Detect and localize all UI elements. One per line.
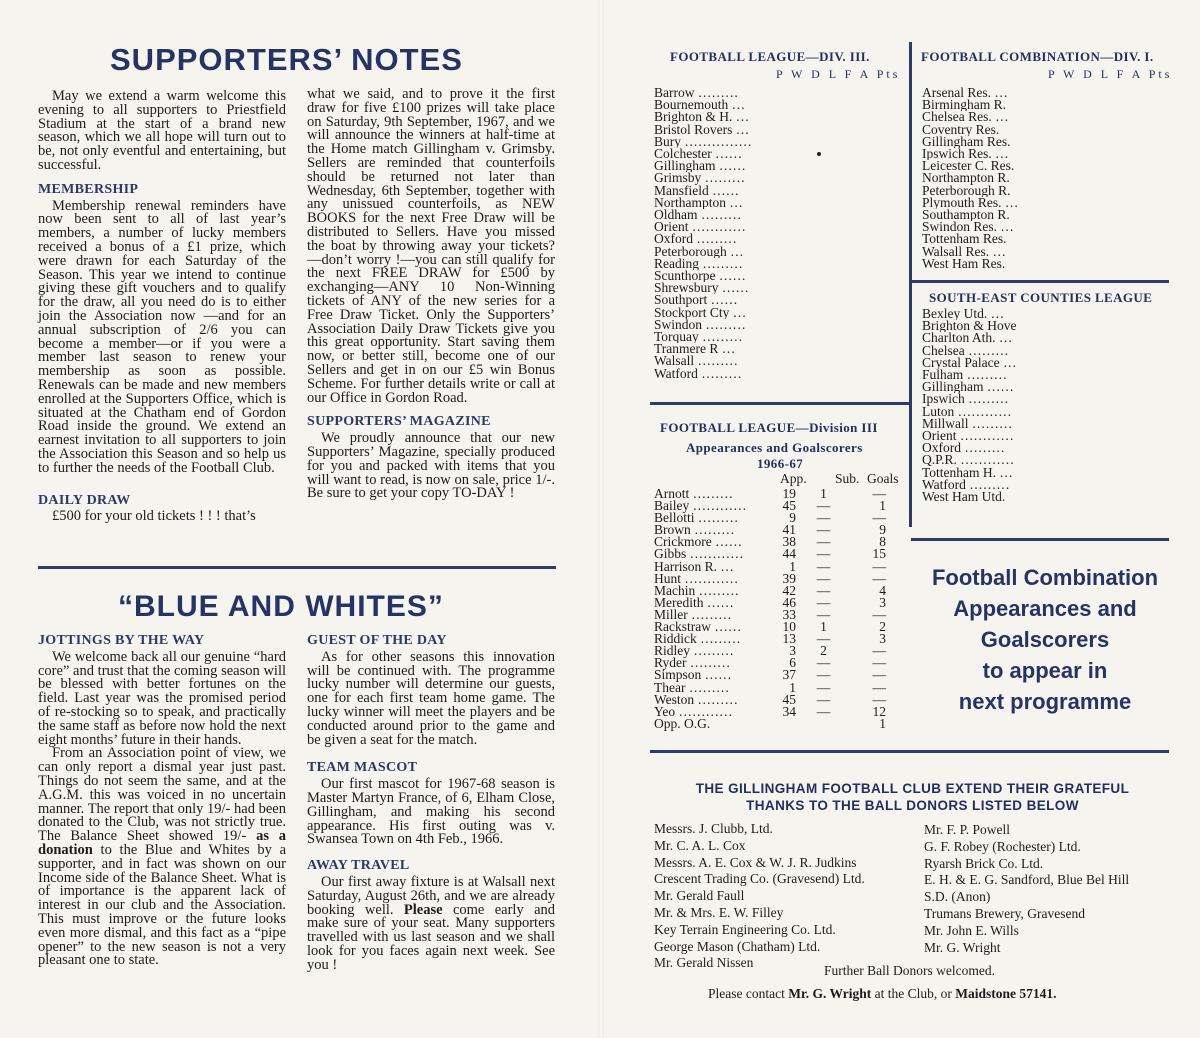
- player-name: Bellotti ………: [654, 510, 739, 526]
- div3-team-row: Tranmere R …: [654, 343, 736, 356]
- south-east-team-row: Chelsea ………: [922, 344, 1009, 357]
- blue-whites-col-2: [307, 634, 555, 973]
- magazine-heading: SUPPORTERS’ MAGAZINE: [307, 414, 491, 430]
- south-east-team-row: Bexley Utd. …: [922, 308, 1005, 321]
- daily-draw-heading: DAILY DRAW: [38, 492, 131, 508]
- donor-left-item: Mr. C. A. L. Cox: [654, 837, 746, 853]
- player-goals: 12: [872, 703, 886, 719]
- combination-team-row: Birmingham R.: [922, 99, 1006, 112]
- div3-team-row: Peterborough …: [654, 245, 744, 258]
- player-sub: —: [816, 570, 831, 586]
- player-app: 3: [789, 643, 796, 659]
- combination-team-row: Tottenham Res.: [922, 233, 1007, 246]
- player-name: Crickmore ……: [654, 534, 743, 550]
- south-east-team-row: Charlton Ath. …: [922, 332, 1013, 345]
- combination-team-row: Swindon Res. …: [922, 221, 1014, 234]
- combination-team-row: Plymouth Res. …: [922, 196, 1019, 210]
- div3-team-row: Walsall ………: [654, 355, 739, 368]
- combination-notice-line: Appearances and: [953, 596, 1137, 621]
- south-east-team-row: Orient …………: [922, 430, 1014, 443]
- supporters-col-1: [38, 90, 286, 524]
- combination-notice-line: to appear in: [982, 658, 1108, 683]
- south-east-team-row: Fulham ………: [922, 369, 1008, 382]
- player-goals: 1: [879, 498, 886, 514]
- div3-team-row: Brighton & H. …: [654, 111, 750, 124]
- player-goals: —: [872, 691, 886, 707]
- donor-right-item: Mr. John E. Wills: [924, 922, 1019, 938]
- div3-team-row: Torquay ………: [654, 331, 743, 344]
- player-goals: 9: [879, 522, 886, 538]
- contact-prefix: Please contact: [708, 986, 785, 1001]
- header-goals: Goals: [867, 471, 899, 486]
- div3-team-row: Oxford ………: [654, 233, 737, 246]
- div3-team-row: Northampton …: [654, 196, 743, 210]
- player-goals: —: [872, 606, 886, 622]
- away-travel-heading: AWAY TRAVEL: [307, 858, 410, 874]
- div3-team-row: Oldham ………: [654, 209, 742, 222]
- combination-table: [922, 87, 1082, 270]
- membership-heading: MEMBERSHIP: [38, 181, 139, 197]
- combination-notice-line: Goalscorers: [980, 627, 1110, 652]
- donor-left-item: Mr. Gerald Faull: [654, 888, 745, 904]
- player-sub: —: [816, 546, 831, 562]
- player-app: 34: [782, 703, 796, 719]
- div3-team-row: Swindon ………: [654, 318, 746, 332]
- left-divider: [38, 566, 556, 569]
- player-app: 38: [782, 534, 796, 550]
- player-sub: 2: [820, 643, 827, 659]
- appearances-table: [654, 488, 886, 730]
- player-sub: —: [816, 582, 831, 598]
- player-sub: —: [816, 703, 831, 719]
- supporters-notes-title: SUPPORTERS’ NOTES: [110, 42, 463, 77]
- div3-team-row: Grimsby ………: [654, 172, 746, 185]
- player-app: 42: [782, 582, 796, 598]
- right-vertical-divider: [909, 42, 912, 527]
- further-donors: Further Ball Donors welcomed.: [824, 963, 995, 978]
- daily-draw-paragraph: £500 for your old tickets ! ! ! that’s: [52, 508, 256, 525]
- div3-team-row: Gillingham ……: [654, 160, 746, 173]
- combination-team-row: Gillingham Res.: [922, 135, 1011, 149]
- player-sub: —: [816, 498, 831, 514]
- player-name: Ridley ………: [654, 643, 734, 659]
- donor-right-item: G. F. Robey (Rochester) Ltd.: [924, 838, 1081, 854]
- donor-right-item: Ryarsh Brick Co. Ltd.: [924, 855, 1044, 871]
- combination-team-row: Coventry Res.: [922, 123, 1000, 136]
- player-sub: —: [816, 691, 831, 707]
- player-sub: —: [816, 558, 831, 574]
- div3-divider: [650, 402, 909, 405]
- player-app: 39: [782, 570, 796, 586]
- player-name: Thear ………: [654, 679, 730, 695]
- div3-team-row: Colchester ……: [654, 148, 743, 161]
- header-app: App.: [780, 471, 807, 486]
- combination-team-row: Walsall Res. …: [922, 245, 1007, 258]
- contact-name: Mr. G. Wright: [788, 986, 872, 1001]
- south-east-team-row: Tottenham H. …: [922, 466, 1013, 479]
- div3-team-row: Stockport Cty …: [654, 306, 747, 319]
- player-name: Simpson ……: [654, 667, 732, 683]
- blue-whites-col-1: [38, 634, 286, 968]
- player-app: 46: [782, 594, 796, 610]
- player-sub: —: [816, 534, 831, 550]
- south-east-team-row: Ipswich ………: [922, 393, 1009, 406]
- combination-team-row: West Ham Res.: [922, 257, 1006, 271]
- magazine-paragraph: We proudly announce that our new Supporters’ Magazine, specially produced for you and packed with items that you will want to read, is now on sale, price 1/-. Be sure to get your copy TO-DAY !: [307, 430, 555, 502]
- player-row: [654, 718, 886, 730]
- player-goals: 1: [879, 715, 886, 731]
- div3-team-row: Bristol Rovers …: [654, 123, 750, 136]
- player-sub: —: [816, 667, 831, 683]
- away-travel-paragraph: Our first away fixture is at Walsall next Saturday, August 26th, and we are already booking well. Please come early and make sure of your seat. Many supporters travelled with us last season and we shall look for you faces again next week. See you !: [307, 873, 556, 973]
- player-name: Brown ………: [654, 522, 735, 538]
- player-sub: —: [816, 522, 831, 538]
- jottings-paragraph-2: From an Association point of view, we can only report a dismal year just past. Things do not seem the same, and at the A.G.M. this was voiced in no uncertain manner. The report that only 19/- had been donated to the Club, was not strictly true. The Balance Sheet showed 19/- as a donation to the Blue and Whites by a supporter, and in fact was shown on our Income side of the Balance Sheet. What is of importance is the apparent lack of interest in our club and the Association. This must improve or the future looks even more dismal, and this fact as a “pipe opener” to the new season is not a very pleasant one to state.: [38, 745, 286, 969]
- player-sub: —: [816, 679, 831, 695]
- jottings-heading: JOTTINGS BY THE WAY: [38, 633, 205, 648]
- player-name: Ryder ………: [654, 655, 731, 671]
- center-dot: [817, 152, 821, 156]
- div3-table: [654, 87, 804, 380]
- donors-heading-line-1: THE GILLINGHAM FOOTBALL CLUB EXTEND THEIR GRATEFUL: [695, 781, 1130, 796]
- player-name: Riddick ………: [654, 631, 741, 647]
- player-name: Weston ………: [654, 691, 739, 707]
- player-goals: 8: [879, 534, 886, 550]
- donor-right-item: E. H. & E. G. Sandford, Blue Bel Hill: [924, 872, 1130, 888]
- player-app: 1: [789, 679, 796, 695]
- contact-middle: at the Club, or: [874, 986, 952, 1001]
- donor-left-item: Messrs. A. E. Cox & W. J. R. Judkins: [654, 854, 857, 870]
- player-app: 33: [782, 606, 796, 622]
- mascot-heading: TEAM MASCOT: [307, 760, 418, 776]
- player-name: Machin ………: [654, 582, 740, 598]
- south-east-team-row: Brighton & Hove: [922, 320, 1017, 333]
- south-east-team-row: Q.P.R. …………: [922, 454, 1015, 467]
- player-goals: —: [872, 510, 886, 526]
- player-app: 44: [782, 546, 796, 562]
- player-sub: [796, 718, 851, 730]
- donors-divider: [650, 750, 1169, 753]
- donor-left-item: George Mason (Chatham) Ltd.: [654, 938, 821, 954]
- player-sub: 1: [820, 619, 827, 635]
- player-goals: —: [872, 643, 886, 659]
- donor-right-item: Mr. F. P. Powell: [924, 822, 1010, 837]
- player-app: 45: [782, 498, 796, 514]
- donor-left-item: Mr. Gerald Nissen: [654, 955, 754, 971]
- div3-team-row: Mansfield ……: [654, 184, 740, 197]
- div3-team-row: Barrow ………: [654, 87, 739, 100]
- south-east-team-row: Watford ………: [922, 478, 1010, 492]
- player-sub: —: [816, 594, 831, 610]
- player-app: [774, 718, 796, 730]
- player-name: Miller ………: [654, 606, 732, 622]
- combination-columns: P W D L F A Pts: [1048, 67, 1173, 81]
- player-name: Yeo …………: [654, 703, 733, 719]
- donor-right-item: S.D. (Anon): [924, 889, 991, 905]
- player-app: 41: [782, 522, 796, 538]
- south-east-team-row: Crystal Palace …: [922, 356, 1017, 370]
- page-fold: [598, 0, 604, 1038]
- div3-team-row: Scunthorpe ……: [654, 270, 746, 283]
- combination-divider: [911, 280, 1169, 283]
- div3-team-row: Bournemouth …: [654, 99, 746, 112]
- div3-team-row: Reading ………: [654, 257, 743, 271]
- appearances-subtitle: Appearances and Goalscorers: [686, 440, 863, 455]
- draw-paragraph: what we said, and to prove it the first draw for five £100 prizes will take place on Saturday, 9th September, 1967, and we will announce the winners at half-time at the Home match Gillingham v. Grimsby. Sellers are reminded that counterfoils should be returned not later than Wednesday, 6th September, together with any unissued counterfoils, as NEW BOOKS for the next Free Draw will be distributed to Sellers. Have you missed the boat by throwing away your tickets? —don’t worry !—you can still qualify for the next FREE DRAW for £500 by exchanging—ANY 10 Non-Winning tickets of ANY of the new series for a Free Draw Ticket. Only the Supporters’ Association Daily Draw Tickets give you this great opportunity. Start saving them now, or better still, become one of our Sellers and get in on our £5 win Bonus Scheme. For further details write or call at our Office in Gordon Road.: [307, 86, 555, 406]
- player-goals: —: [872, 667, 886, 683]
- donors-heading: [650, 780, 1175, 814]
- donor-left-item: Key Terrain Engineering Co. Ltd.: [654, 921, 836, 937]
- combination-notice-line: next programme: [958, 689, 1132, 714]
- div3-team-row: Shrewsbury ……: [654, 282, 749, 295]
- player-app: 13: [782, 631, 796, 647]
- south-east-team-row: Gillingham ……: [922, 381, 1014, 394]
- donor-left-item: Messrs. J. Clubb, Ltd.: [654, 821, 773, 836]
- player-goals: —: [872, 558, 886, 574]
- guest-heading: GUEST OF THE DAY: [307, 633, 447, 648]
- combination-notice: [920, 562, 1170, 717]
- player-sub: 1: [820, 486, 827, 501]
- player-name: Bailey …………: [654, 498, 747, 514]
- contact-line: [708, 986, 1056, 1002]
- header-sub: Sub.: [835, 471, 860, 486]
- south-east-team-row: West Ham Utd.: [922, 491, 1006, 504]
- player-name: Rackstraw ……: [654, 619, 742, 635]
- player-name: Arnott ………: [654, 486, 734, 501]
- south-east-divider: [911, 538, 1169, 541]
- south-east-table: [922, 308, 1082, 503]
- donor-left-item: Mr. & Mrs. E. W. Filley: [654, 904, 784, 920]
- south-east-team-row: Luton …………: [922, 405, 1012, 418]
- combination-title: FOOTBALL COMBINATION—DIV. I.: [921, 49, 1154, 64]
- player-name: Gibbs …………: [654, 546, 744, 562]
- donors-heading-line-2: THANKS TO THE BALL DONORS LISTED BELOW: [746, 798, 1079, 813]
- combination-team-row: Peterborough R.: [922, 184, 1011, 197]
- player-app: 45: [782, 691, 796, 707]
- donors-right-list: [924, 822, 1129, 956]
- donor-right-item: Mr. G. Wright: [924, 939, 1001, 955]
- membership-paragraph: Membership renewal reminders have now been sent to all of last year’s members, a number of lucky members received a bonus of a £1 prize, which were drawn for each Saturday of the Season. This year we intend to continue giving these gift vouchers and to qualify for the draw, all you need do is to either join the Association now —and for an annual subscription of 2/6 you can become a member—or if you were a member last season to renew your membership as soon as possible. Renewals can be made and new members enrolled at the Supporters Office, which is situated at the Chatham end of Gordon Road inside the ground. We extend an earnest invitation to all supporters to join the Association this Season and so help us to further the needs of the Football Club.: [38, 197, 286, 476]
- donors-left-list: [654, 821, 865, 972]
- player-sub: —: [816, 510, 831, 526]
- appearances-season: 1966-67: [757, 456, 804, 471]
- combination-team-row: Chelsea Res. …: [922, 111, 1009, 124]
- player-app: 37: [782, 667, 796, 683]
- player-goals: —: [872, 679, 886, 695]
- combination-notice-line: Football Combination: [931, 565, 1159, 590]
- player-name: Harrison R. …: [654, 558, 734, 574]
- jottings-paragraph-1: We welcome back all our genuine “hard core” and trust that the coming season will be blessed with better fortunes on the field. Last year was the promised period of re-stocking so to speak, and practically the same staff as before now hold the next eight months’ future in their hands.: [38, 648, 286, 748]
- player-sub: —: [816, 606, 831, 622]
- player-name: Meredith ……: [654, 594, 734, 610]
- player-goals: 15: [872, 546, 886, 562]
- div3-title: FOOTBALL LEAGUE—DIV. III.: [670, 49, 870, 64]
- div3-columns: P W D L F A Pts: [776, 67, 901, 81]
- div3-team-row: Orient …………: [654, 221, 746, 234]
- donor-left-item: Crescent Trading Co. (Gravesend) Ltd.: [654, 871, 865, 887]
- player-name: Opp. O.G.: [654, 715, 711, 731]
- combination-team-row: Leicester C. Res.: [922, 160, 1015, 173]
- combination-team-row: Northampton R.: [922, 172, 1010, 185]
- player-app: 9: [789, 510, 796, 526]
- player-name: Hunt …………: [654, 570, 739, 586]
- player-sub: —: [816, 655, 831, 671]
- player-app: 6: [789, 655, 796, 671]
- player-goals: —: [872, 486, 886, 501]
- contact-phone: Maidstone 57141.: [955, 986, 1057, 1001]
- south-east-team-row: Millwall ………: [922, 417, 1013, 431]
- player-goals: 3: [879, 594, 886, 610]
- combination-team-row: Arsenal Res. …: [922, 87, 1008, 100]
- player-goals: —: [872, 655, 886, 671]
- blue-and-whites-title: “BLUE AND WHITES”: [118, 590, 444, 623]
- player-goals: 4: [879, 582, 886, 598]
- player-goals: 2: [879, 619, 886, 635]
- south-east-team-row: Oxford ………: [922, 442, 1005, 455]
- player-sub: —: [816, 631, 831, 647]
- south-east-title: SOUTH-EAST COUNTIES LEAGUE: [929, 290, 1153, 305]
- guest-paragraph: As for other seasons this innovation will be continued with. The programme lucky number will determine our guests, one for each first team home game. The lucky winner will meet the players and be conducted around prior to the game and be given a seat for the match.: [307, 648, 555, 748]
- mascot-paragraph: Our first mascot for 1967-68 season is Master Martyn France, of 6, Elham Close, Gillingham, and making his second appearance. His first outing was v. Swansea Town on 4th Feb., 1966.: [307, 776, 555, 848]
- donor-right-item: Trumans Brewery, Gravesend: [924, 905, 1085, 921]
- player-app: 1: [789, 558, 796, 574]
- combination-team-row: Ipswich Res. …: [922, 148, 1009, 161]
- player-app: 19: [782, 486, 796, 501]
- player-app: 10: [782, 619, 796, 635]
- player-goals: —: [872, 570, 886, 586]
- player-goals: 3: [879, 631, 886, 647]
- div3-team-row: Bury ……………: [654, 135, 752, 149]
- appearances-title: FOOTBALL LEAGUE—Division III: [660, 420, 878, 435]
- div3-team-row: Watford ………: [654, 367, 742, 380]
- supporters-col-2: [307, 88, 555, 501]
- combination-team-row: Southampton R.: [922, 209, 1010, 222]
- div3-team-row: Southport ……: [654, 294, 738, 307]
- intro-paragraph: May we extend a warm welcome this evening to all supporters to Priestfield Stadium at the start of a brand new season, which we all hope will turn out to be, not only eventful and entertaining, but successful.: [38, 88, 286, 173]
